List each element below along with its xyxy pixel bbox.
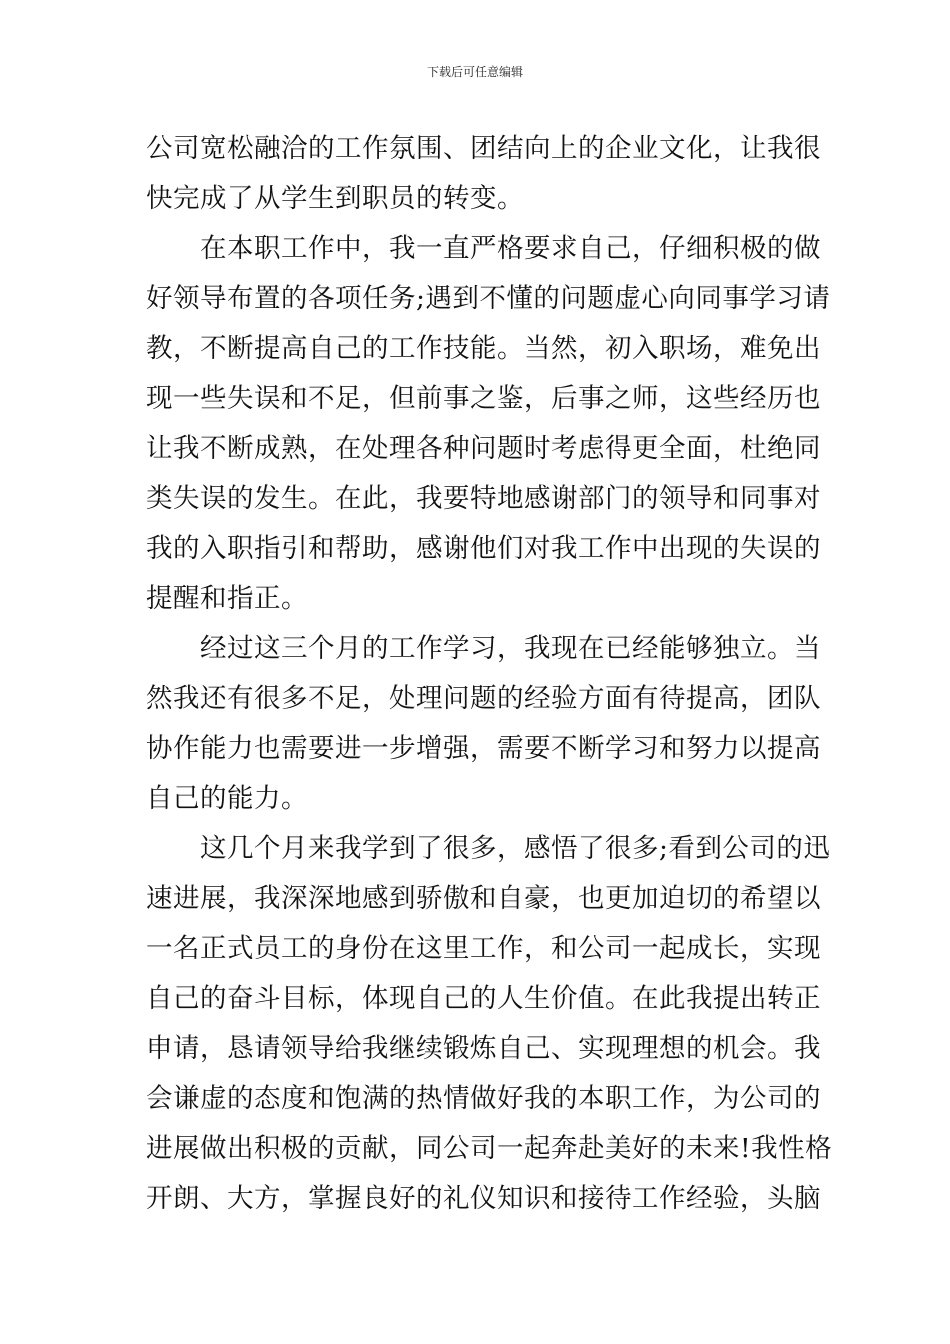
paragraph-first-line: 这几个月来我学到了很多，感悟了很多;看到公司的迅 (200, 833, 831, 864)
paragraph-first-line: 经过这三个月的工作学习，我现在已经能够独立。当 (200, 633, 821, 664)
text-line: 进展做出积极的贡献，同公司一起奔赴美好的未来!我性格 (146, 1133, 833, 1164)
text-line: 提醒和指正。 (146, 583, 308, 614)
page-header: 下载后可任意编辑 (426, 65, 523, 79)
text-line: 公司宽松融洽的工作氛围、团结向上的企业文化，让我很 (146, 133, 821, 164)
text-line: 协作能力也需要进一步增强，需要不断学习和努力以提高 (146, 733, 821, 764)
text-line: 速进展，我深深地感到骄傲和自豪，也更加迫切的希望以 (146, 883, 821, 914)
text-line: 会谦虚的态度和饱满的热情做好我的本职工作，为公司的 (146, 1083, 821, 1114)
text-line: 现一些失误和不足，但前事之鉴，后事之师，这些经历也 (146, 383, 821, 414)
text-line: 让我不断成熟，在处理各种问题时考虑得更全面，杜绝同 (146, 433, 821, 464)
text-line: 一名正式员工的身份在这里工作，和公司一起成长，实现 (146, 933, 821, 964)
paragraph-first-line: 在本职工作中，我一直严格要求自己，仔细积极的做 (200, 233, 821, 264)
text-line: 自己的奋斗目标，体现自己的人生价值。在此我提出转正 (146, 983, 821, 1014)
text-line: 我的入职指引和帮助，感谢他们对我工作中出现的失误的 (146, 533, 821, 564)
text-line: 申请，恳请领导给我继续锻炼自己、实现理想的机会。我 (146, 1033, 821, 1064)
text-line: 开朗、大方，掌握良好的礼仪知识和接待工作经验，头脑 (146, 1183, 821, 1214)
text-line: 教，不断提高自己的工作技能。当然，初入职场，难免出 (146, 333, 821, 364)
text-line: 快完成了从学生到职员的转变。 (146, 183, 524, 214)
text-line: 好领导布置的各项任务;遇到不懂的问题虚心向同事学习请 (146, 283, 831, 314)
text-line: 类失误的发生。在此，我要特地感谢部门的领导和同事对 (146, 483, 821, 514)
text-line: 自己的能力。 (146, 783, 308, 814)
document-body (146, 124, 833, 1224)
text-line: 然我还有很多不足，处理问题的经验方面有待提高，团队 (146, 683, 821, 714)
